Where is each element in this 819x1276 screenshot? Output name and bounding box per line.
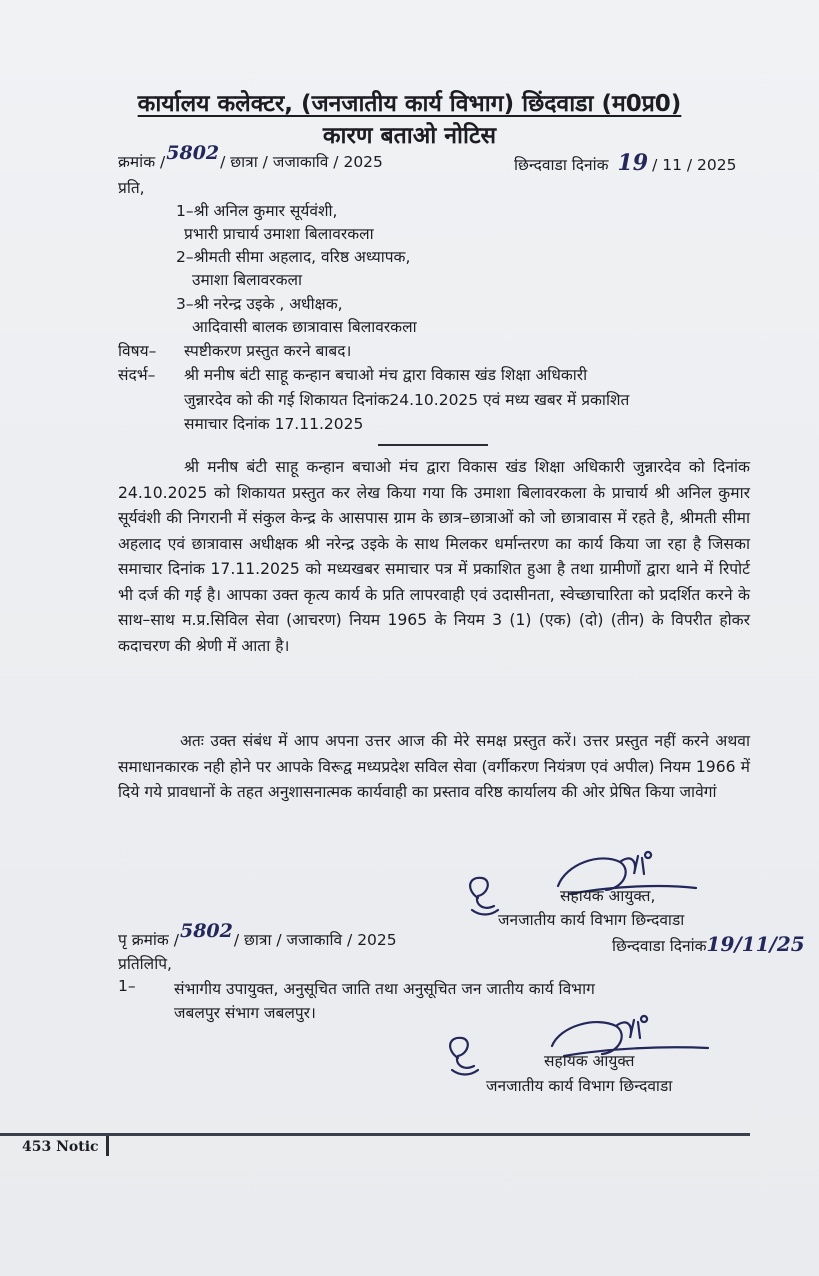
copy-item-line: संभागीय उपायुक्त, अनुसूचित जाति तथा अनुसूचित जन जातीय कार्य विभाग [174,980,595,998]
addressee-line: 3–श्री नरेन्द्र उइके , अधीक्षक, [176,295,343,313]
copy-item-line: जबलपुर संभाग जबलपुर। [174,1004,316,1022]
handwritten-date: 19 [617,150,649,176]
addressee-line: 1–श्री अनिल कुमार सूर्यवंशी, [176,202,338,220]
footer-rule [0,1133,750,1136]
subject-text: स्पष्टीकरण प्रस्तुत करने बाबद। [184,342,352,360]
context-line: समाचार दिनांक 17.11.2025 [184,415,364,433]
footer-tick [106,1136,109,1156]
addressee-line: आदिवासी बालक छात्रावास बिलावरकला [192,318,417,336]
signature-2-designation: सहायक आयुक्त [544,1052,635,1070]
reference-date [514,150,737,176]
copy-item-number: 1– [118,977,136,995]
paragraph-text: अतः उक्त संबंध में आप अपना उत्तर आज की मेरे समक्ष प्रस्तुत करें। उत्तर प्रस्तुत नहीं करने अथवा समाधानकारक नही होने पर आपके विरूद्व मध्यप्रदेश सविल सेवा (वर्गीकरण नियंत्रण एवं अपील) नियम 1966 में दिये गये प्रावधानों के तहत अनुशासनात्मक कार्यवाही का प्रस्ताव वरिष्ठ कार्यालय की ओर प्रेषित किया जावेगां [118,732,750,801]
context-label: संदर्भ– [118,366,156,384]
to-label: प्रति, [118,179,145,197]
addressee-line: प्रभारी प्राचार्य उमाशा बिलावरकला [184,225,374,243]
endorsement-date [612,932,805,956]
subject-label: विषय– [118,342,157,360]
reference-suffix: / छात्रा / जजाकावि / 2025 [220,153,383,171]
addressee-line: 2–श्रीमती सीमा अहलाद, वरिष्ठ अध्यापक, [176,248,411,266]
notice-heading: कारण बताओ नोटिस [322,123,497,149]
reference-number [118,142,383,172]
signature-1-designation: सहायक आयुक्त, [560,887,656,905]
body-paragraph-2 [118,729,750,806]
endorsement-prefix: पृ क्रमांक / [118,931,179,949]
body-paragraph-1 [118,455,750,659]
addressee-line: उमाशा बिलावरकला [192,271,303,289]
reference-prefix: क्रमांक / [118,153,166,171]
copy-label: प्रतिलिपि, [118,955,172,973]
date-rest: / 11 / 2025 [652,156,737,174]
endorsement-number [118,920,397,950]
handwritten-ref-number: 5802 [166,142,220,164]
handwritten-endorsement-date: 19/11/25 [706,932,805,956]
handwritten-endorsement-number: 5802 [179,920,233,942]
context-line: जुन्नारदेव को की गई शिकायत दिनांक24.10.2025 एवं मध्य खबर में प्रकाशित [184,391,630,409]
footer-tag: 453 Notic [22,1139,99,1155]
endorsement-suffix: / छात्रा / जजाकावि / 2025 [233,931,397,949]
date-label: छिन्दवाडा दिनांक [514,156,609,174]
signature-2-department: जनजातीय कार्य विभाग छिन्दवाडा [486,1077,673,1095]
office-title: कार्यालय कलेक्टर, (जनजातीय कार्य विभाग) छिंदवाडा (म0प्र0) [137,91,682,117]
section-divider [378,444,488,446]
endorsement-date-label: छिन्दवाडा दिनांक [612,937,707,955]
paragraph-text: श्री मनीष बंटी साहू कन्हान बचाओ मंच द्वारा विकास खंड शिक्षा अधिकारी जुन्नारदेव को दिनांक 24.10.2025 को शिकायत प्रस्तुत कर लेख किया गया कि उमाशा बिलावरकला के प्राचार्य श्री अनिल कुमार सूर्यवंशी की निगरानी में संकुल केन्द्र के आसपास ग्राम के छात्र–छात्राओं को जो छात्रावास में रहते है, श्रीमती सीमा अहलाद एवं छात्रावास अधीक्षक श्री नरेन्द्र उइके के साथ मिलकर धर्मान्तरण का कार्य किया जा रहा है जिसका समाचार दिनांक 17.11.2025 को मध्यखबर समाचार पत्र में प्रकाशित हुआ है तथा ग्रामीणों द्वारा थाने में रिपोर्ट भी दर्ज की गई है। आपका उक्त कृत्य कार्य के प्रति लापरवाही एवं उदासीनता, स्वेच्छाचारिता को प्रदर्शित करने के साथ–साथ म.प्र.सिविल सेवा (आचरण) नियम 1965 के नियम 3 (1) (एक) (दो) (तीन) के विपरीत होकर कदाचरण की श्रेणी में आता है। [118,458,750,655]
signature-1-department: जनजातीय कार्य विभाग छिन्दवाडा [498,911,685,929]
context-line: श्री मनीष बंटी साहू कन्हान बचाओ मंच द्वारा विकास खंड शिक्षा अधिकारी [184,366,588,384]
